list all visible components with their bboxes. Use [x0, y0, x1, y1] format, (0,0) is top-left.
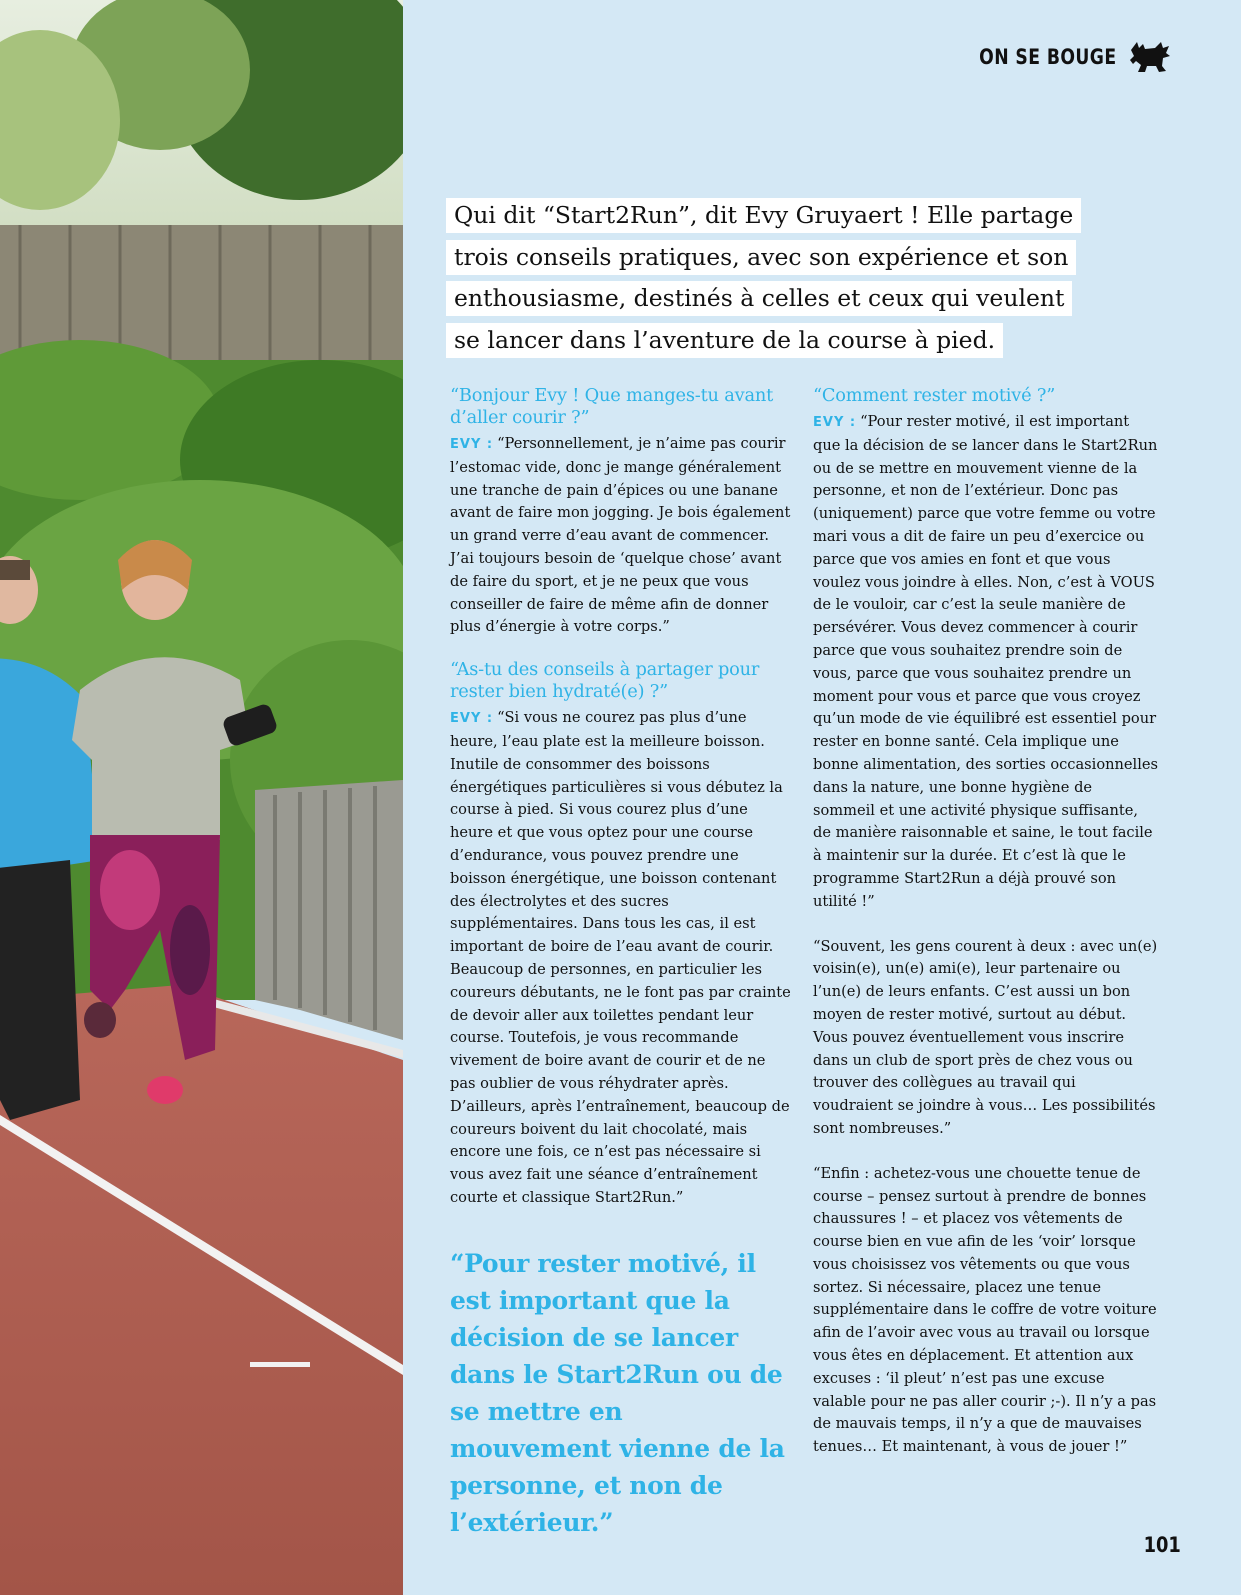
- speaker-label: EVY :: [450, 437, 494, 452]
- question-heading: “Bonjour Evy ! Que manges-tu avant d’aller courir ?”: [450, 385, 774, 428]
- answer-paragraph: “Enfin : achetez-vous une chouette tenue de course – pensez surtout à prendre de bonnes chaussures ! – et placez vos vêtements de course bien en vue afin de les ‘voir’ lorsque vous choisissez vos vêtements ou que vous sortez. Si nécessaire, placez une tenue supplémentaire dans le coffre de votre voiture afin de l’avoir avec vous au travail ou lorsque vous êtes en déplacement. Et attention aux excuses : ‘il pleut’ n’est pas une excuse valable pour ne pas aller courir ;-). Il n’y a pas de mauvais temps, il n’y a que de mauvaises tenues… Et maintenant, à vous de jouer !”: [813, 1164, 1157, 1456]
- speaker-label: EVY :: [813, 415, 857, 430]
- answer-paragraph: [450, 433, 795, 639]
- intro-text: [446, 195, 1086, 361]
- answer-paragraph: “Souvent, les gens courent à deux : avec un(e) voisin(e), un(e) ami(e), leur partenaire ou l’un(e) de leurs enfants. C’est aussi un bon moyen de rester motivé, surtout au début. Vous pouvez éventuellement vous inscrire dans un club de sport près de chez vous ou trouver des collègues au travail qui voudraient se joindre à vous… Les possibilités sont nombreuses.”: [813, 937, 1158, 1137]
- right-column: [813, 385, 1158, 1479]
- intro-line: Qui dit “Start2Run”, dit Evy Gruyaert ! Elle partage: [446, 198, 1081, 233]
- intro-line: trois conseils pratiques, avec son expérience et son: [446, 240, 1076, 275]
- runners-photo-illustration: [0, 0, 403, 1595]
- page-number: 101: [1143, 1533, 1181, 1557]
- question-heading: “Comment rester motivé ?”: [813, 385, 1056, 406]
- article-panel: [403, 0, 1241, 1595]
- answer-paragraph: [450, 707, 795, 1210]
- pull-quote: “Pour rester motivé, il est important que la décision de se lancer dans le Start2Run ou de se mettre en mouvement vienne de la personne, et non de l’extérieur.”: [450, 1249, 785, 1537]
- answer-text: “Si vous ne courez pas plus d’une heure, l’eau plate est la meilleure boisson. Inutile de consommer des boissons énergétiques particulières si vous débutez la course à pied. Si vous courez plus d’une heure et que vous optez pour une course d’endurance, vous pouvez prendre une boisson énergétique, une boisson contenant des électrolytes et des sucres supplémentaires. Dans tous les cas, il est important de boire de l’eau avant de courir. Beaucoup de personnes, en particulier les coureurs débutants, ne le font pas par crainte de devoir aller aux toilettes pendant leur course. Toutefois, je vous recommande vivement de boire avant de courir et de ne pas oublier de vous réhydrater après. D’ailleurs, après l’entraînement, beaucoup de coureurs boivent du lait chocolaté, mais encore une fois, ce n’est pas nécessaire si vous avez fait une séance d’entraînement courte et classique Start2Run.”: [450, 709, 791, 1206]
- answer-text: “Personnellement, je n’aime pas courir l’estomac vide, donc je mange généralement une tranche de pain d’épices ou une banane avant de faire mon jogging. Je bois également un grand verre d’eau avant de commencer. J’ai toujours besoin de ‘quelque chose’ avant de faire du sport, et je ne peux que vous conseiller de faire de même afin de donner plus d’énergie à votre corps.”: [450, 435, 791, 636]
- answer-text: “Pour rester motivé, il est important que la décision de se lancer dans le Start2Run ou de se mettre en mouvement vienne de la personne, et non de l’extérieur. Donc pas (uniquement) parce que votre femme ou votre mari vous a dit de faire un peu d’exercice ou parce que vos amies en font et que vous voulez vous joindre à elles. Non, c’est à VOUS de le vouloir, car c’est la seule manière de persévérer. Vous devez commencer à courir parce que vous souhaitez prendre soin de vous, parce que vous souhaitez prendre un moment pour vous et parce que vous croyez qu’un mode de vie équilibré est essentiel pour rester en bonne santé. Cela implique une bonne alimentation, des sorties occasionnelles dans la nature, une bonne hygiène de sommeil et une activité physique suffisante, de manière raisonnable et saine, le tout facile à maintenir sur la durée. Et c’est là que le programme Start2Run a déjà prouvé son utilité !”: [813, 413, 1158, 910]
- intro-line: se lancer dans l’aventure de la course à pied.: [446, 323, 1003, 358]
- section-label: ON SE BOUGE: [979, 45, 1117, 69]
- speaker-label: EVY :: [450, 711, 494, 727]
- intro-line: enthousiasme, destinés à celles et ceux qui veulent: [446, 281, 1072, 316]
- runners-photo: [0, 0, 403, 1595]
- question-heading: “As-tu des conseils à partager pour rester bien hydraté(e) ?”: [450, 659, 760, 703]
- section-header: [949, 40, 1171, 74]
- left-column: [450, 385, 795, 1230]
- lion-icon: [1129, 40, 1171, 74]
- answer-paragraph: [813, 411, 1158, 914]
